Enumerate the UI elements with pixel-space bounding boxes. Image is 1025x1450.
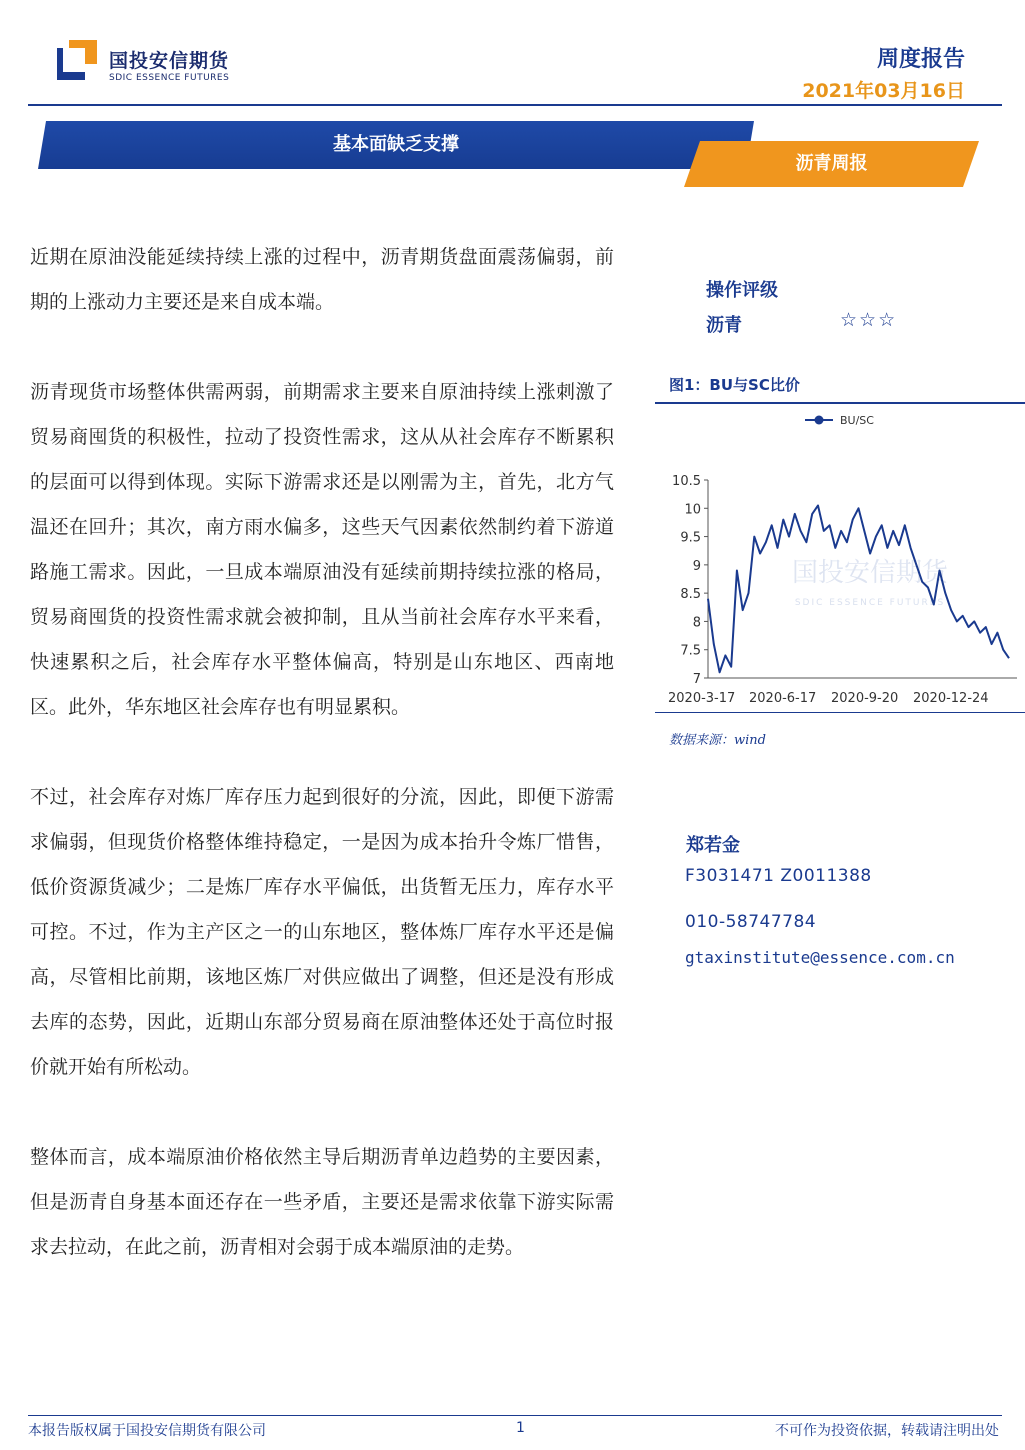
y-tick-label: 9.5 [680, 530, 701, 546]
page-number: 1 [516, 1420, 525, 1436]
author-license: F3031471 Z0011388 [685, 866, 872, 886]
footer-copyright: 本报告版权属于国投安信期货有限公司 [28, 1423, 266, 1439]
x-tick-label: 2020-9-20 [831, 691, 899, 706]
report-date: 2021年03月16日 [802, 80, 965, 102]
y-tick-label: 9 [692, 558, 701, 574]
report-body [30, 235, 614, 1315]
y-tick-label: 7.5 [680, 643, 701, 659]
chart-watermark-en: SDIC ESSENCE FUTURES [794, 598, 946, 608]
header-divider [28, 104, 1002, 106]
rating-heading: 操作评级 [706, 280, 778, 301]
footer-divider [28, 1415, 1002, 1416]
x-tick-label: 2020-12-24 [913, 691, 989, 706]
legend-label: BU/SC [840, 414, 874, 427]
y-tick-label: 8.5 [680, 587, 701, 603]
report-type: 周度报告 [876, 47, 965, 72]
logo-mark-icon [57, 40, 97, 80]
body-paragraph: 不过，社会库存对炼厂库存压力起到很好的分流，因此，即便下游需求偏弱，但现货价格整体维持稳定，一是因为成本抬升令炼厂惜售，低价资源货减少；二是炼厂库存水平偏低，出货暂无压力，库存水平可控。不过，作为主产区之一的山东地区，整体炼厂库存水平还是偏高，尽管相比前期，该地区炼厂对供应做出了调整，但还是没有形成去库的态势，因此，近期山东部分贸易商在原油整体还处于高位时报价就开始有所松动。 [30, 786, 614, 1078]
x-tick-label: 2020-3-17 [668, 691, 736, 706]
figure-bottom-rule [655, 712, 1025, 713]
figure-source: 数据来源：wind [669, 733, 766, 748]
y-tick-label: 10 [684, 502, 701, 518]
report-title: 基本面缺乏支撑 [333, 134, 459, 155]
author-name: 郑若金 [686, 835, 740, 856]
figure-title: 图1：BU与SC比价 [669, 376, 800, 394]
chart-watermark: 国投安信期货 [791, 558, 949, 588]
body-paragraph: 整体而言，成本端原油价格依然主导后期沥青单边趋势的主要因素，但是沥青自身基本面还存在一些矛盾，主要还是需求依靠下游实际需求去拉动，在此之前，沥青相对会弱于成本端原油的走势。 [30, 1146, 614, 1258]
footer-disclaimer: 不可作为投资依据，转载请注明出处 [775, 1423, 999, 1439]
x-tick-label: 2020-6-17 [749, 691, 817, 706]
company-logo [57, 40, 247, 90]
ratio-line-chart [655, 405, 1025, 710]
rating-stars-icon: ☆☆☆ [840, 309, 898, 331]
rating-item: 沥青 [706, 315, 742, 336]
report-subtitle: 沥青周报 [795, 153, 868, 174]
y-tick-label: 8 [692, 615, 701, 631]
legend-marker [815, 416, 824, 425]
figure-top-rule [655, 402, 1025, 404]
body-paragraph: 近期在原油没能延续持续上涨的过程中，沥青期货盘面震荡偏弱，前期的上涨动力主要还是来自成本端。 [30, 246, 614, 313]
y-tick-label: 7 [692, 672, 701, 687]
logo-text-en: SDIC ESSENCE FUTURES [109, 73, 230, 83]
author-email[interactable]: gtaxinstitute@essence.com.cn [685, 948, 955, 967]
y-tick-label: 10.5 [672, 474, 701, 489]
author-phone: 010-58747784 [685, 912, 817, 932]
logo-text-cn: 国投安信期货 [109, 50, 230, 72]
body-paragraph: 沥青现货市场整体供需两弱，前期需求主要来自原油持续上涨刺激了贸易商囤货的积极性，拉动了投资性需求，这从从社会库存不断累积的层面可以得到体现。实际下游需求还是以刚需为主，首先，北方气温还在回升；其次，南方雨水偏多，这些天气因素依然制约着下游道路施工需求。因此，一旦成本端原油没有延续前期持续拉涨的格局，贸易商囤货的投资性需求就会被抑制，且从当前社会库存水平来看，快速累积之后，社会库存水平整体偏高，特别是山东地区、西南地区。此外，华东地区社会库存也有明显累积。 [30, 381, 614, 718]
series-line-bu-sc [708, 506, 1009, 673]
